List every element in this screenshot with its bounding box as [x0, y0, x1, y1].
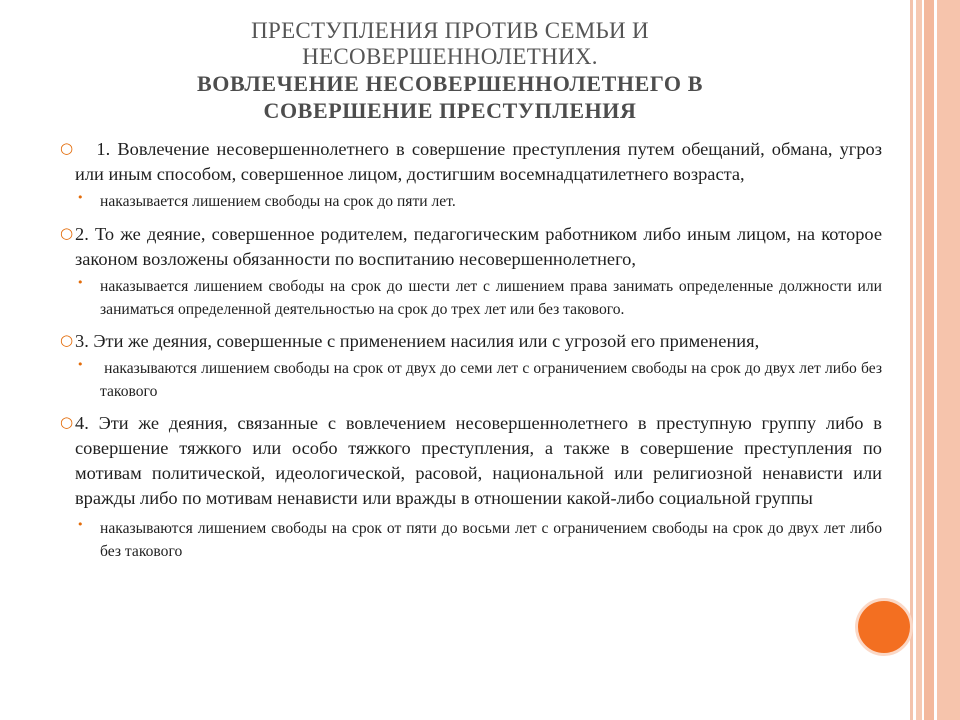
article-part-text: 2. То же деяние, совершенное родителем, педагогическим работником либо иным лицом, на которое законом возложены обязанности по воспитанию несовершеннолетнего, — [75, 224, 882, 269]
sub-list-item — [60, 517, 882, 563]
circle-bullet-icon: ○ — [60, 139, 74, 157]
circle-bullet-icon: ○ — [60, 331, 74, 349]
stripe — [916, 0, 922, 720]
list-item — [60, 137, 887, 187]
article-part-text: 4. Эти же деяния, связанные с вовлечением несовершеннолетнего в преступную группу либо в совершение тяжкого или особо тяжкого преступления, а также в совершение преступления по мотивам политической, идеологической, расовой, национальной или религиозной ненависти или вражды либо по мотивам ненависти или вражды в отношении какой-либо социальной группы — [75, 413, 882, 508]
dot-bullet-icon: • — [77, 276, 84, 289]
article-part-text: 3. Эти же деяния, совершенные с применением насилия или с угрозой его применения, — [75, 331, 760, 351]
stripe — [910, 0, 913, 720]
slide-title — [90, 18, 810, 124]
sub-list-item — [60, 275, 882, 321]
penalty-text: наказываются лишением свободы на срок от двух до семи лет с ограничением свободы на срок до двух лет либо без такового — [100, 360, 886, 400]
dot-bullet-icon: • — [77, 518, 84, 531]
stripe — [937, 0, 960, 720]
sub-list-item — [60, 357, 886, 403]
article-part-text: 1. Вовлечение несовершеннолетнего в совершение преступления путем обещаний, обмана, угроз или иным способом, совершенное лицом, достигшим восемнадцатилетнего возраста, — [75, 139, 887, 184]
sub-list-item — [60, 190, 882, 213]
dot-bullet-icon: • — [77, 358, 84, 371]
title-line: СОВЕРШЕНИЕ ПРЕСТУПЛЕНИЯ — [263, 98, 637, 123]
penalty-text: наказывается лишением свободы на срок до шести лет с лишением права занимать определенные должности или заниматься определенной деятельностью на срок до трех лет или без такового. — [100, 278, 882, 318]
penalty-text: наказываются лишением свободы на срок от пяти до восьми лет с ограничением свободы на срок до двух лет либо без такового — [100, 520, 882, 560]
list-item — [60, 222, 882, 272]
dot-bullet-icon: • — [77, 191, 84, 204]
title-line: НЕСОВЕРШЕННОЛЕТНИХ. — [302, 44, 598, 69]
circle-bullet-icon: ○ — [60, 413, 74, 431]
circle-bullet-icon: ○ — [60, 224, 74, 242]
title-line: ПРЕСТУПЛЕНИЯ ПРОТИВ СЕМЬИ И — [251, 18, 649, 43]
list-item — [60, 411, 882, 511]
decorative-circle — [855, 598, 913, 656]
title-line: ВОВЛЕЧЕНИЕ НЕСОВЕРШЕННОЛЕТНЕГО В — [196, 71, 703, 96]
slide-content — [60, 137, 887, 563]
penalty-text: наказывается лишением свободы на срок до пяти лет. — [100, 193, 456, 210]
decorative-stripes — [910, 0, 960, 720]
list-item — [60, 329, 882, 354]
stripe — [924, 0, 934, 720]
